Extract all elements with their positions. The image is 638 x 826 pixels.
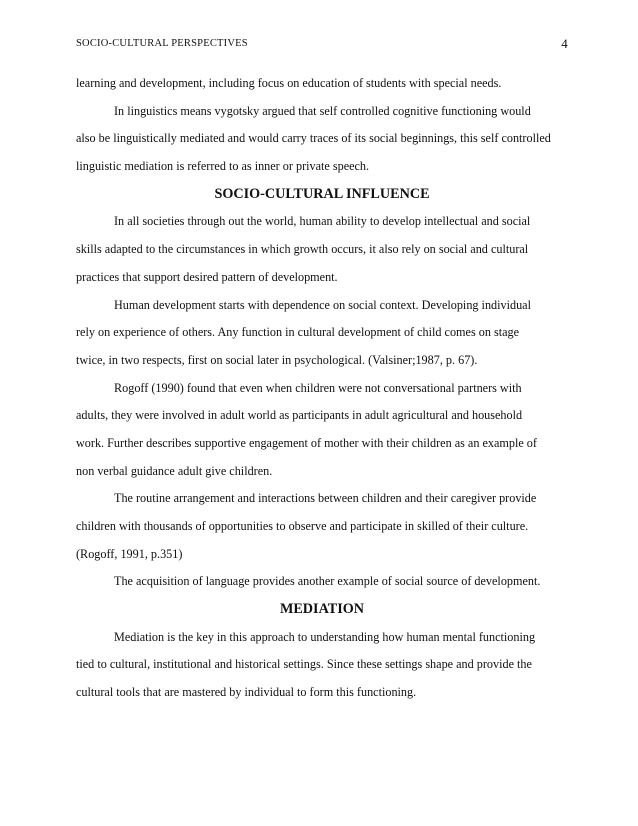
paragraph-line: tied to cultural, institutional and historical settings. Since these settings shape and provide the xyxy=(76,657,532,672)
paragraph-line: non verbal guidance adult give children. xyxy=(76,463,273,478)
paragraph-line: skills adapted to the circumstances in which growth occurs, it also rely on social and cultural xyxy=(76,242,529,257)
paragraph-first-line: Human development starts with dependence on social context. Developing individual xyxy=(114,297,531,312)
paragraph-first-line: The routine arrangement and interactions between children and their caregiver provide xyxy=(114,491,537,506)
paragraph-first-line: In linguistics means vygotsky argued that self controlled cognitive functioning would xyxy=(114,103,531,118)
paragraph-line: cultural tools that are mastered by individual to form this functioning. xyxy=(76,685,417,700)
page-number: 4 xyxy=(561,36,568,51)
section-heading: SOCIO-CULTURAL INFLUENCE xyxy=(214,185,430,202)
paragraph-line: learning and development, including focus on education of students with special needs. xyxy=(76,76,502,90)
paragraph-line: twice, in two respects, first on social later in psychological. (Valsiner;1987, p. 67). xyxy=(76,352,478,367)
document-body xyxy=(76,70,568,707)
paragraph-line: children with thousands of opportunities to observe and participate in skilled of their culture. xyxy=(76,519,529,533)
page-header xyxy=(76,36,568,56)
paragraph-first-line: In all societies through out the world, human ability to develop intellectual and social xyxy=(114,214,531,229)
paragraph-line: practices that support desired pattern of development. xyxy=(76,269,338,284)
paragraph-line: rely on experience of others. Any function in cultural development of child comes on stage xyxy=(76,325,520,340)
paragraph-line: also be linguistically mediated and would carry traces of its social beginnings, this self controlled xyxy=(76,131,551,146)
paragraph-first-line: Rogoff (1990) found that even when children were not conversational partners with xyxy=(114,380,522,395)
paragraph-line: adults, they were involved in adult world as participants in adult agricultural and household xyxy=(76,408,523,423)
paragraph-line: linguistic mediation is referred to as inner or private speech. xyxy=(76,159,370,174)
paragraph-line: work. Further describes supportive engagement of mother with their children as an example of xyxy=(76,435,537,450)
running-head: SOCIO-CULTURAL PERSPECTIVES xyxy=(76,38,248,49)
paragraph-line: (Rogoff, 1991, p.351) xyxy=(76,546,183,561)
section-heading: MEDIATION xyxy=(279,601,365,618)
paragraph-first-line: Mediation is the key in this approach to understanding how human mental functioning xyxy=(114,629,536,644)
paragraph-first-line: The acquisition of language provides another example of social source of development. xyxy=(114,574,541,589)
